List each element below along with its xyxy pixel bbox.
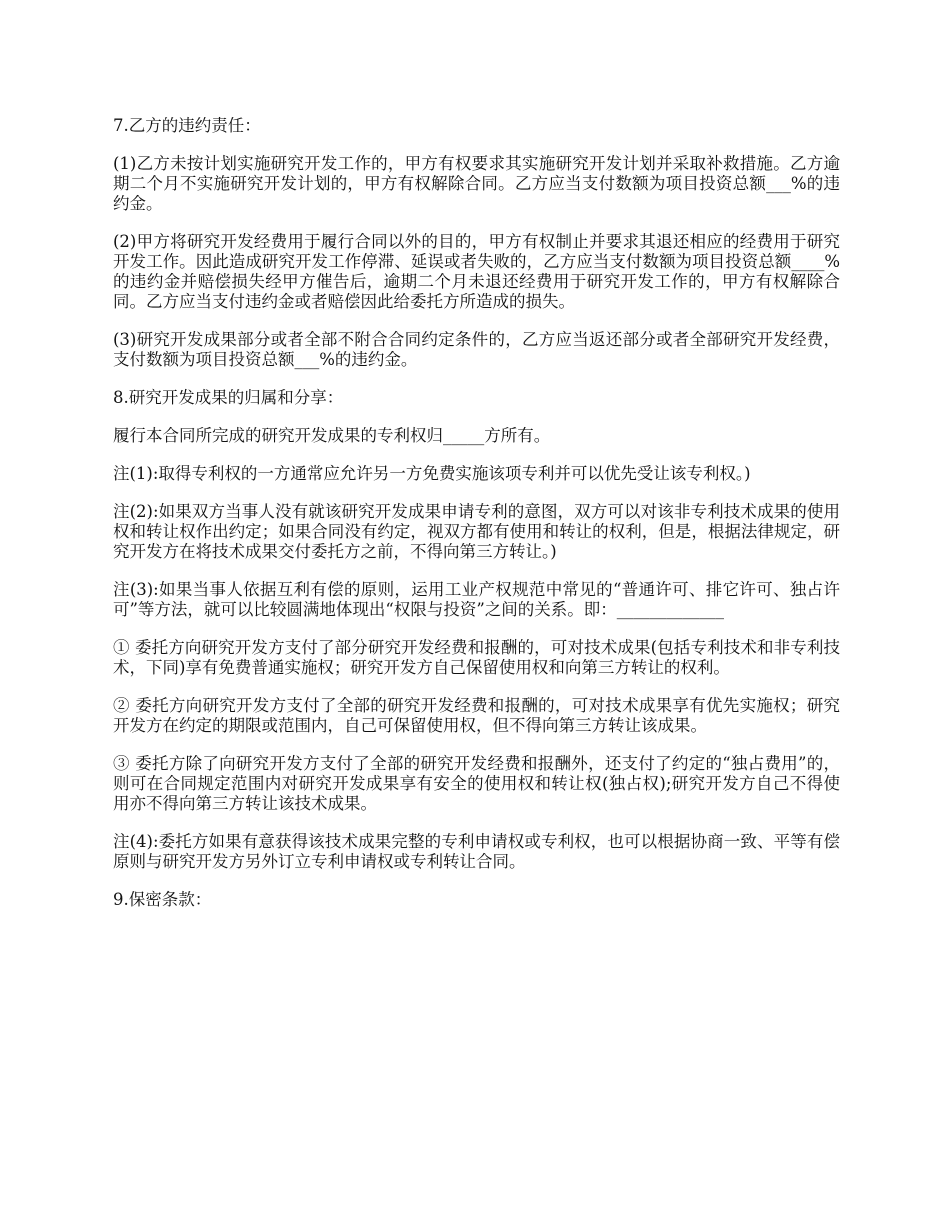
- patent-ownership-clause: 履行本合同所完成的研究开发成果的专利权归_____方所有。: [113, 426, 551, 445]
- list-item-2: ② 委托方向研究开发方支付了全部的研究开发经费和报酬的，可对技术成果享有优先实施权；研究开发方在约定的期限或范围内，自己可保留使用权，但不得向第三方转让该成果。: [113, 696, 840, 735]
- note-3: 注(3):如果当事人依据互利有偿的原则，运用工业产权规范中常见的“普通许可、排它许可、独占许可”等方法，就可以比较圆满地体现出“权限与投资”之间的关系。即：_____________: [113, 580, 840, 619]
- clause-3-breach: (3)研究开发成果部分或者全部不附合合同约定条件的，乙方应当返还部分或者全部研究开发经费，支付数额为项目投资总额___%的违约金。: [113, 330, 840, 369]
- list-item-1: ① 委托方向研究开发方支付了部分研究开发经费和报酬的，可对技术成果(包括专利技术和非专利技术，下同)享有免费普通实施权；研究开发方自己保留使用权和向第三方转让的权利。: [113, 638, 840, 677]
- clause-2-breach: (2)甲方将研究开发经费用于履行合同以外的目的，甲方有权制止并要求其退还相应的经费用于研究开发工作。因此造成研究开发工作停滞、延误或者失败的，乙方应当支付数额为项目投资总额____%的违约金并赔偿损失经甲方催告后，逾期二个月未退还经费用于研究开发工作的，甲方有权解除合同。乙方应当支付违约金或者赔偿因此给委托方所造成的损失。: [113, 232, 840, 311]
- section-heading-confidentiality: 9.保密条款：: [113, 890, 212, 909]
- note-4: 注(4):委托方如果有意获得该技术成果完整的专利申请权或专利权，也可以根据协商一致、平等有偿原则与研究开发方另外订立专利申请权或专利转让合同。: [113, 832, 840, 871]
- note-1: 注(1):取得专利权的一方通常应允许另一方免费实施该项专利并可以优先受让该专利权。): [113, 464, 751, 483]
- section-heading-results-ownership: 8.研究开发成果的归属和分享：: [113, 388, 344, 407]
- section-heading-breach-liability: 7.乙方的违约责任：: [113, 116, 261, 135]
- clause-1-breach: (1)乙方未按计划实施研究开发工作的，甲方有权要求其实施研究开发计划并采取补救措施。乙方逾期二个月不实施研究开发计划的，甲方有权解除合同。乙方应当支付数额为项目投资总额___%的违约金。: [113, 154, 840, 213]
- list-item-3: ③ 委托方除了向研究开发方支付了全部的研究开发经费和报酬外，还支付了约定的“独占费用”的，则可在合同规定范围内对研究开发成果享有安全的使用权和转让权(独占权);研究开发方自己不得使用亦不得向第三方转让该技术成果。: [113, 754, 840, 813]
- document-body: [113, 116, 840, 928]
- note-2: 注(2):如果双方当事人没有就该研究开发成果申请专利的意图，双方可以对该非专利技术成果的使用权和转让权作出约定；如果合同没有约定，视双方都有使用和转让的权利，但是，根据法律规定，研究开发方在将技术成果交付委托方之前，不得向第三方转让。): [113, 502, 840, 561]
